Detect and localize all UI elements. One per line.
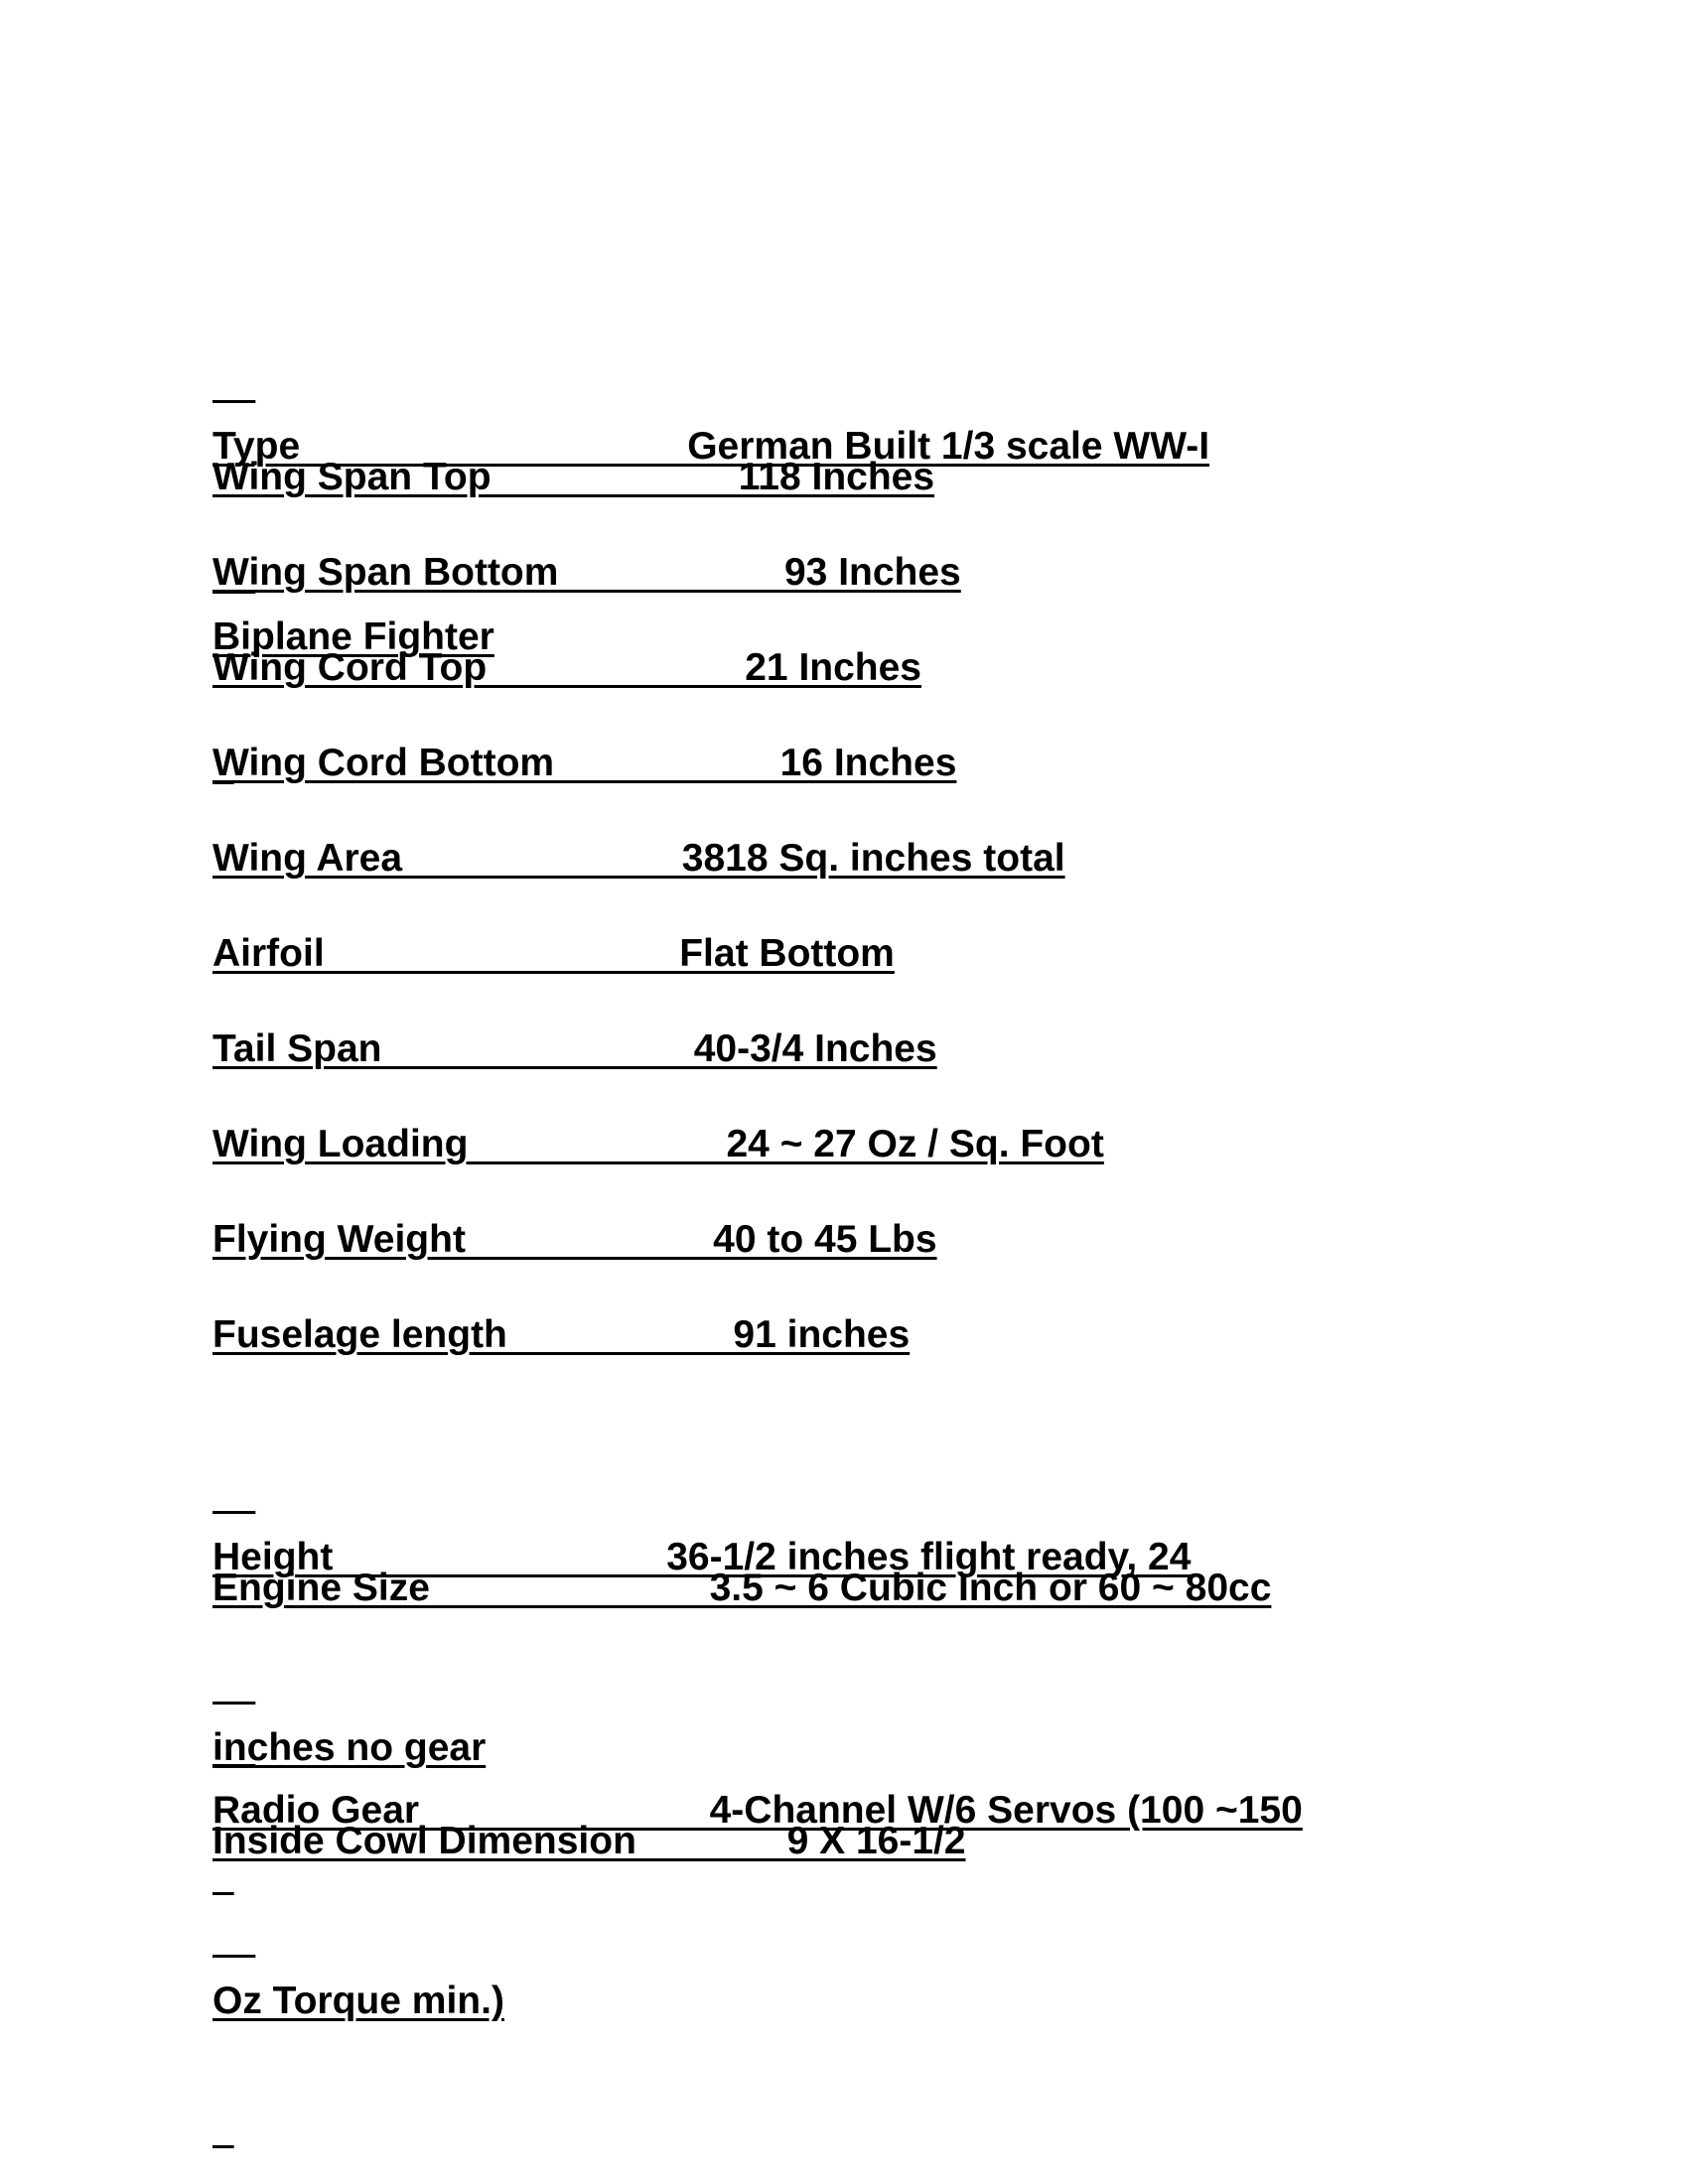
- spec-airfoil: Airfoil Flat Bottom: [212, 932, 895, 975]
- spec-wing-span-bottom: Wing Span Bottom 93 Inches: [212, 551, 961, 594]
- spec-flying-weight: Flying Weight 40 to 45 Lbs: [212, 1218, 937, 1261]
- spec-tail-span: Tail Span 40-3/4 Inches: [212, 1027, 937, 1070]
- spec-wing-cord-bottom: Wing Cord Bottom 16 Inches: [212, 742, 957, 784]
- spec-type-line2: Biplane Fighter: [212, 615, 494, 658]
- spec-inside-cowl-dimension: Inside Cowl Dimension 9 X 16-1/2: [212, 1820, 966, 1862]
- spec-radio-gear: [212, 1652, 1503, 2160]
- spec-radio-gear-line2: Oz Torque min.): [212, 1979, 504, 2022]
- spec-fuselage-length: Fuselage length 91 inches: [212, 1313, 911, 1356]
- spec-radio-gear-line1: Radio Gear 4-Channel W/6 Servos (100 ~150: [212, 1789, 1303, 1832]
- spec-wing-cord-top: Wing Cord Top 21 Inches: [212, 646, 921, 689]
- spec-wing-span-top: Wing Span Top 118 Inches: [212, 456, 935, 498]
- spec-wing-loading: Wing Loading 24 ~ 27 Oz / Sq. Foot: [212, 1123, 1104, 1165]
- spec-type-line1: Type German Built 1/3 scale WW-I: [212, 425, 1210, 468]
- spec-height-line2: inches no gear: [212, 1726, 487, 1769]
- spec-wing-area: Wing Area 3818 Sq. inches total: [212, 837, 1065, 880]
- spec-engine-size: Engine Size 3.5 ~ 6 Cubic Inch or 60 ~ 80cc: [212, 1567, 1272, 1609]
- spec-height-line1: Height 36-1/2 inches flight ready, 24: [212, 1536, 1192, 1578]
